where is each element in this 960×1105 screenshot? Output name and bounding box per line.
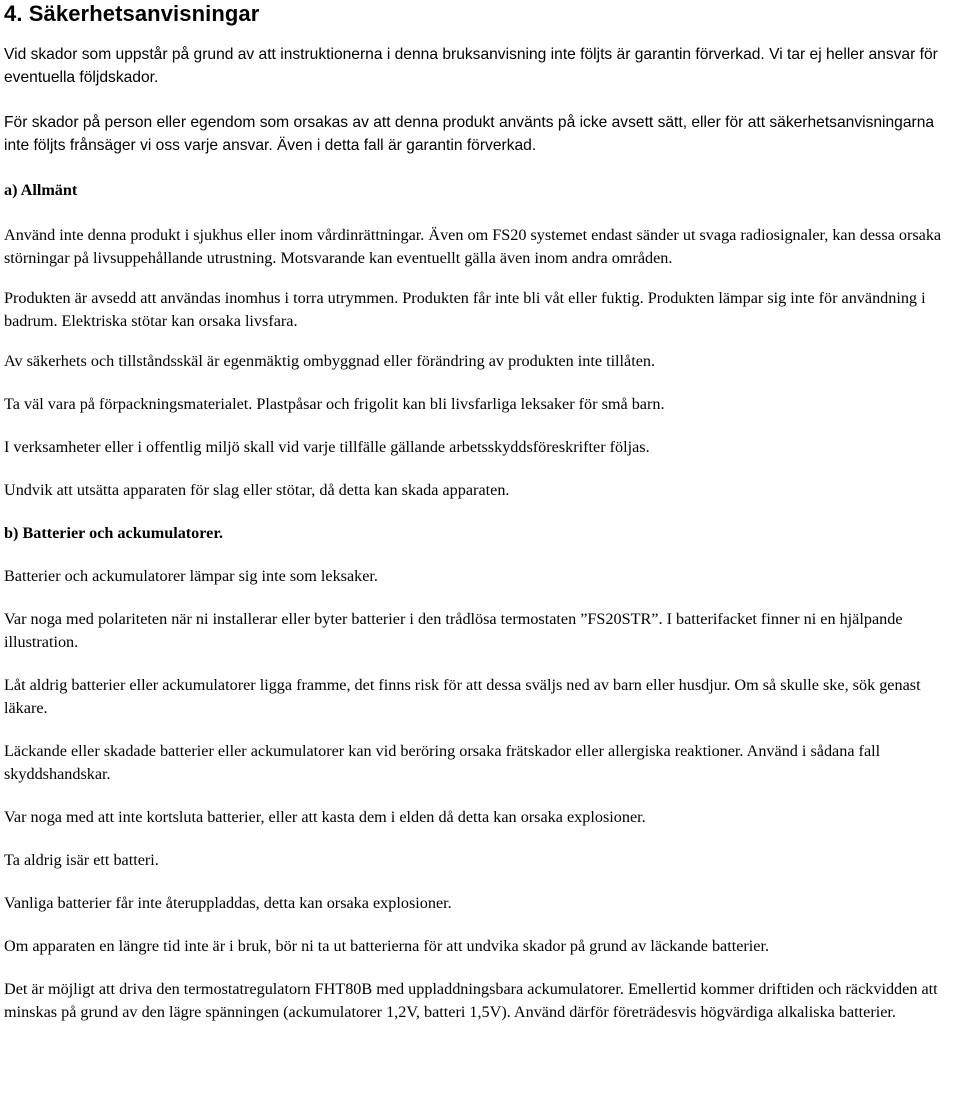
section-a-paragraph-3: Av säkerhets och tillståndsskäl är egenmäktig ombyggnad eller förändring av produkten inte tillåten. bbox=[4, 352, 656, 370]
section-b-paragraph-7: Vanliga batterier får inte återuppladdas, detta kan orsaka explosioner. bbox=[4, 894, 452, 912]
section-a-heading: a) Allmänt bbox=[4, 181, 78, 199]
document-page bbox=[4, 0, 956, 1024]
section-a-paragraph-2: Produkten är avsedd att användas inomhus i torra utrymmen. Produkten får inte bli våt eller fuktig. Produkten lämpar sig inte för användning i badrum. Elektriska stötar kan orsaka livsfara. bbox=[4, 289, 926, 330]
intro-paragraph-2: För skador på person eller egendom som orsakas av att denna produkt använts på icke avsett sätt, eller för att säkerhetsanvisningarna inte följts frånsäger vi oss varje ansvar. Även i detta fall är garantin förverkad. bbox=[4, 114, 935, 154]
section-a-paragraph-1: Använd inte denna produkt i sjukhus eller inom vårdinrättningar. Även om FS20 systemet endast sänder ut svaga radiosignaler, kan dessa orsaka störningar på livsuppehållande utrustning. Motsvarande kan eventuellt gälla även inom andra områden. bbox=[4, 226, 942, 267]
page-heading: 4. Säkerhetsanvisningar bbox=[4, 1, 260, 26]
section-a-paragraph-5: I verksamheter eller i offentlig miljö skall vid varje tillfälle gällande arbetsskyddsföreskrifter följas. bbox=[4, 438, 650, 456]
section-b-paragraph-6: Ta aldrig isär ett batteri. bbox=[4, 851, 159, 869]
section-b-paragraph-8: Om apparaten en längre tid inte är i bruk, bör ni ta ut batterierna för att undvika skador på grund av läckande batterier. bbox=[4, 937, 770, 955]
intro-paragraph-1: Vid skador som uppstår på grund av att instruktionerna i denna bruksanvisning inte följts är garantin förverkad. Vi tar ej heller ansvar för eventuella följdskador. bbox=[4, 46, 938, 86]
section-b-heading: b) Batterier och ackumulatorer. bbox=[4, 524, 224, 542]
section-b-paragraph-4: Läckande eller skadade batterier eller ackumulatorer kan vid beröring orsaka frätskador eller allergiska reaktioner. Använd i sådana fall skyddshandskar. bbox=[4, 742, 881, 783]
section-a-paragraph-6: Undvik att utsätta apparaten för slag eller stötar, då detta kan skada apparaten. bbox=[4, 481, 510, 499]
section-b-paragraph-5: Var noga med att inte kortsluta batterier, eller att kasta dem i elden då detta kan orsaka explosioner. bbox=[4, 808, 646, 826]
section-b-paragraph-1: Batterier och ackumulatorer lämpar sig inte som leksaker. bbox=[4, 567, 378, 585]
section-b-paragraph-9: Det är möjligt att driva den termostatregulatorn FHT80B med uppladdningsbara ackumulatorer. Emellertid kommer driftiden och räckvidden att minskas på grund av den lägre spänningen (ackumulatorer 1,2V, batteri 1,5V). Använd därför företrädesvis högvärdiga alkaliska batterier. bbox=[4, 980, 938, 1021]
section-a-paragraph-4: Ta väl vara på förpackningsmaterialet. Plastpåsar och frigolit kan bli livsfarliga leksaker för små barn. bbox=[4, 395, 665, 413]
section-b-paragraph-3: Låt aldrig batterier eller ackumulatorer ligga framme, det finns risk för att dessa sväljs ned av barn eller husdjur. Om så skulle ske, sök genast läkare. bbox=[4, 676, 921, 717]
section-b-paragraph-2: Var noga med polariteten när ni installerar eller byter batterier i den trådlösa termostaten ”FS20STR”. I batterifacket finner ni en hjälpande illustration. bbox=[4, 610, 903, 651]
